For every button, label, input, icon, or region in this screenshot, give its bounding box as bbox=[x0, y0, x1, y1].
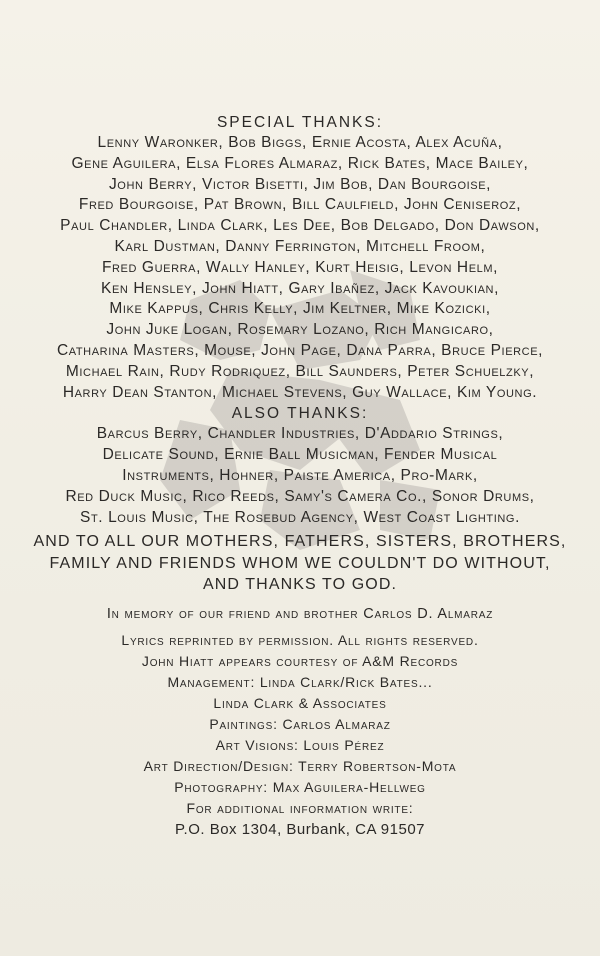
family-line: AND TO ALL OUR MOTHERS, FATHERS, SISTERS, BROTHERS, bbox=[33, 533, 567, 551]
credit-line: John Hiatt appears courtesy of A&M Records bbox=[141, 652, 459, 669]
credit-line: Paintings: Carlos Almaraz bbox=[209, 715, 391, 732]
special-thanks-line: Fred Guerra, Wally Hanley, Kurt Heisig, Levon Helm, bbox=[101, 258, 499, 276]
also-thanks-line: Instruments, Hohner, Paiste America, Pro-Mark, bbox=[122, 466, 478, 484]
credit-line: Art Direction/Design: Terry Robertson-Mota bbox=[143, 757, 457, 774]
also-thanks-line: Red Duck Music, Rico Reeds, Samy's Camera Co., Sonor Drums, bbox=[65, 487, 535, 505]
special-thanks-line: John Juke Logan, Rosemary Lozano, Rich Mangicaro, bbox=[106, 321, 494, 339]
credit-line: Linda Clark & Associates bbox=[213, 694, 387, 711]
also-thanks-line: St. Louis Music, The Rosebud Agency, West Coast Lighting. bbox=[80, 508, 520, 526]
also-thanks-line: Barcus Berry, Chandler Industries, D'Addario Strings, bbox=[96, 425, 504, 443]
credit-line: For additional information write: bbox=[186, 799, 414, 816]
credit-line: Photography: Max Aguilera-Hellweg bbox=[174, 778, 426, 795]
special-thanks-line: Harry Dean Stanton, Michael Stevens, Guy Wallace, Kim Young. bbox=[62, 383, 538, 401]
family-line: AND THANKS TO GOD. bbox=[202, 576, 398, 594]
special-thanks-line: Fred Bourgoise, Pat Brown, Bill Caulfield, John Ceniseroz, bbox=[78, 196, 522, 214]
credit-line: Management: Linda Clark/Rick Bates... bbox=[167, 673, 433, 690]
also-thanks-heading: ALSO THANKS: bbox=[231, 405, 369, 423]
production-credits bbox=[0, 630, 600, 840]
special-thanks-line: Mike Kappus, Chris Kelly, Jim Keltner, Mike Kozicki, bbox=[109, 300, 491, 318]
credits-text-block bbox=[0, 112, 600, 840]
special-thanks-heading: SPECIAL THANKS: bbox=[216, 114, 384, 131]
credit-line: Art Visions: Louis Pérez bbox=[215, 736, 385, 753]
special-thanks-line: Catharina Masters, Mouse, John Page, Dana Parra, Bruce Pierce, bbox=[56, 341, 544, 359]
mailing-address: P.O. Box 1304, Burbank, CA 91507 bbox=[174, 820, 426, 838]
also-thanks-list bbox=[0, 424, 600, 528]
special-thanks-line: Paul Chandler, Linda Clark, Les Dee, Bob Delgado, Don Dawson, bbox=[60, 217, 540, 235]
special-thanks-line: John Berry, Victor Bisetti, Jim Bob, Dan Bourgoise, bbox=[108, 175, 492, 193]
also-thanks-line: Delicate Sound, Ernie Ball Musicman, Fender Musical bbox=[102, 446, 498, 464]
family-dedication bbox=[0, 531, 600, 596]
special-thanks-line: Michael Rain, Rudy Rodriquez, Bill Saunders, Peter Schuelzky, bbox=[65, 362, 535, 380]
memorial-line: In memory of our friend and brother Carlos D. Almaraz bbox=[106, 605, 494, 622]
special-thanks-line: Ken Hensley, John Hiatt, Gary Ibañez, Jack Kavoukian, bbox=[101, 279, 499, 297]
special-thanks-line: Gene Aguilera, Elsa Flores Almaraz, Rick Bates, Mace Bailey, bbox=[71, 154, 529, 172]
family-line: FAMILY AND FRIENDS WHOM WE COULDN'T DO WITHOUT, bbox=[49, 554, 551, 572]
special-thanks-line: Lenny Waronker, Bob Biggs, Ernie Acosta, Alex Acuña, bbox=[97, 134, 503, 151]
special-thanks-line: Karl Dustman, Danny Ferrington, Mitchell Froom, bbox=[114, 237, 486, 255]
special-thanks-list bbox=[0, 133, 600, 403]
credit-line: Lyrics reprinted by permission. All rights reserved. bbox=[121, 631, 479, 648]
